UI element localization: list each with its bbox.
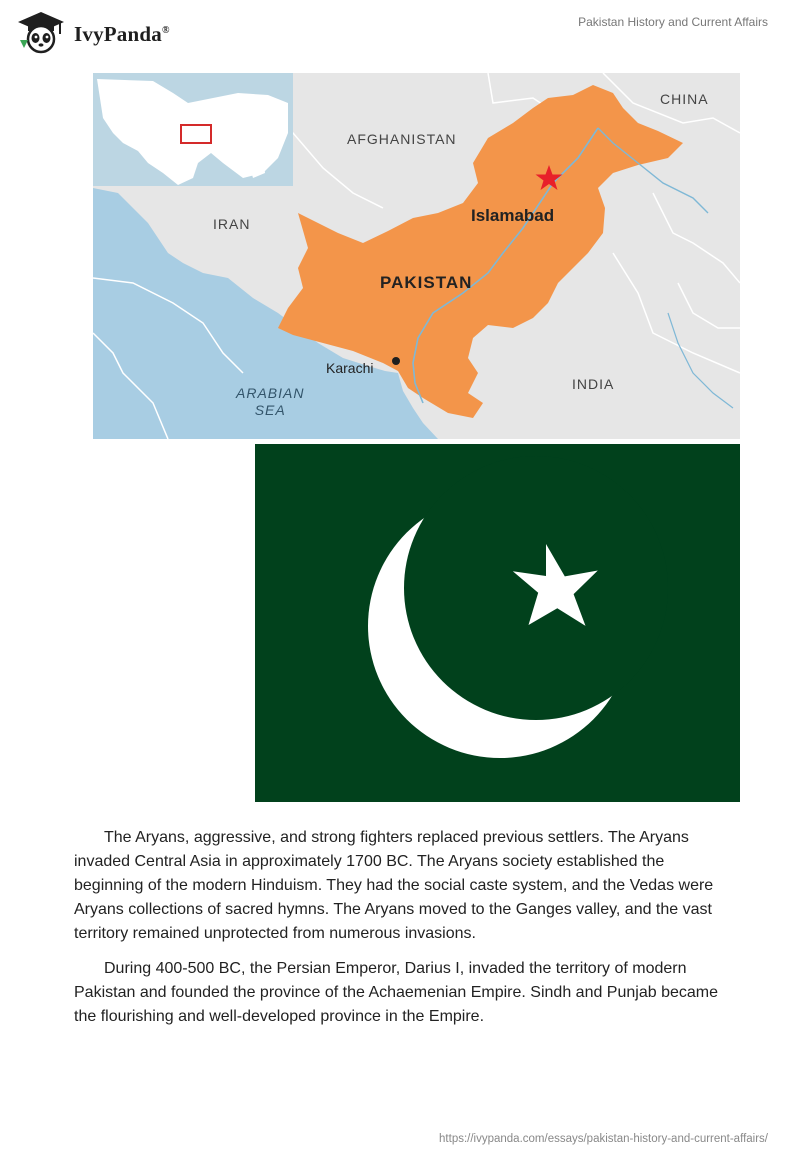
karachi-city-dot <box>392 357 400 365</box>
map-label-iran: IRAN <box>213 216 251 232</box>
document-title: Pakistan History and Current Affairs <box>578 15 768 29</box>
map-label-pakistan: PAKISTAN <box>380 273 473 292</box>
paragraph-1: The Aryans, aggressive, and strong fighters replaced previous settlers. The Aryans invaded Central Asia in approximately 1700 BC. The Aryans society established the beginning of the modern Hinduism. They had the social caste system, and the Vedas were Aryans collections of sacred hymns. The Aryans moved to the Ganges valley, and the vast territory remained unprotected from numerous invasions. <box>74 829 714 942</box>
map-label-arabian-sea: ARABIAN SEA <box>236 385 305 418</box>
map-label-afghanistan: AFGHANISTAN <box>347 131 457 147</box>
brand-logo[interactable] <box>14 10 170 59</box>
source-url-link[interactable]: https://ivypanda.com/essays/pakistan-history-and-current-affairs/ <box>439 1133 768 1145</box>
brand-name: IvyPanda® <box>74 22 170 46</box>
pakistan-flag-image <box>255 444 740 802</box>
map-label-china: CHINA <box>660 91 709 107</box>
pakistan-map-image <box>93 73 740 439</box>
map-label-karachi: Karachi <box>326 360 374 376</box>
panda-logo-icon <box>14 10 68 59</box>
map-label-islamabad: Islamabad <box>471 206 555 225</box>
paragraph-2: During 400-500 BC, the Persian Emperor, Darius I, invaded the territory of modern Pakistan and founded the province of the Achaemenian Empire. Sindh and Punjab became the flourishing and well-developed province in the Empire. <box>74 960 718 1025</box>
essay-body <box>74 826 734 1040</box>
map-label-india: INDIA <box>572 376 615 392</box>
page-header <box>0 0 800 60</box>
